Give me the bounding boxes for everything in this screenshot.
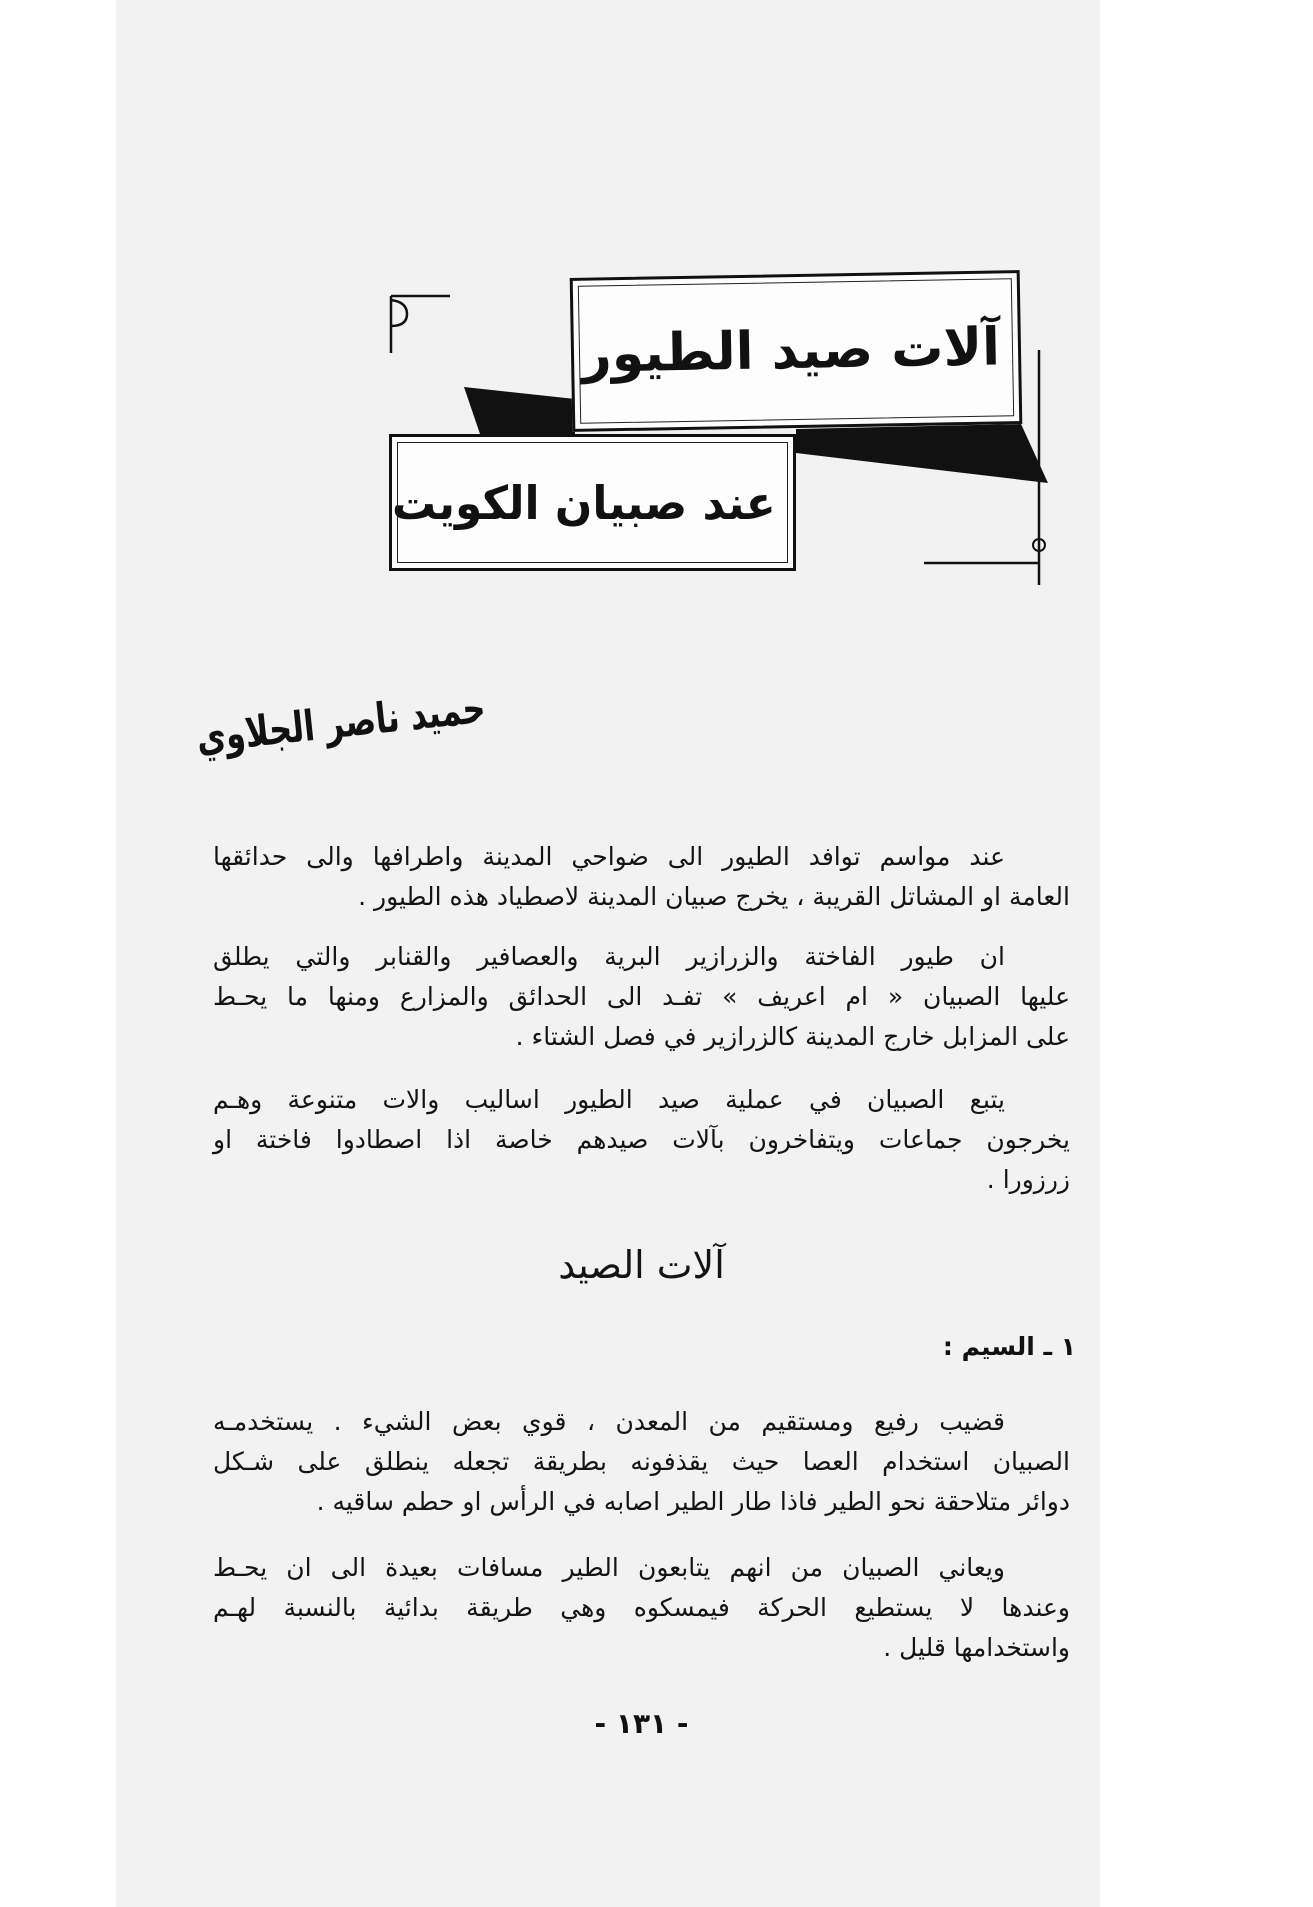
article-subtitle: عند صبيان الكويت xyxy=(391,475,776,530)
intro-paragraph xyxy=(213,1080,1070,1200)
paragraph-line: ويعاني الصبيان من انهم يتابعون الطير مسافات بعيدة الى ان يحـط xyxy=(213,1553,1005,1582)
title-box-sub xyxy=(389,434,796,571)
title-box-main xyxy=(570,270,1023,432)
author-name: حميد ناصر الجلاوي xyxy=(194,682,488,763)
paragraph-line: العامة او المشاتل القريبة ، يخرج صبيان المدينة لاصطياد هذه الطيور . xyxy=(358,882,1070,911)
article-title: آلات صيد الطيور xyxy=(581,317,1001,385)
paragraph-line: الصبيان استخدام العصا حيث يقذفونه بطريقة تجعله ينطلق على شـكل xyxy=(213,1447,1070,1476)
black-wedge-right xyxy=(796,424,1048,483)
paragraph-line: يتبع الصبيان في عملية صيد الطيور اساليب والات متنوعة وهـم xyxy=(213,1085,1005,1114)
paragraph-line: واستخدامها قليل . xyxy=(883,1633,1070,1662)
black-wedge-left xyxy=(464,387,575,434)
paragraph-line: قضيب رفيع ومستقيم من المعدن ، قوي بعض الشيء . يستخدمـه xyxy=(213,1407,1005,1436)
paragraph-line: ان طيور الفاختة والزرازير البرية والعصافير والقنابر والتي يطلق xyxy=(213,942,1005,971)
page-number: - ١٣١ - xyxy=(594,1707,689,1740)
item-paragraph xyxy=(213,1548,1070,1668)
paragraph-line: عند مواسم توافد الطيور الى ضواحي المدينة واطرافها والى حدائقها xyxy=(213,842,1005,871)
intro-paragraph xyxy=(213,937,1070,1057)
paragraph-line: يخرجون جماعات ويتفاخرون بآلات صيدهم خاصة اذا اصطادوا فاختة او xyxy=(213,1125,1070,1154)
item-paragraph xyxy=(213,1402,1070,1522)
paragraph-line: زرزورا . xyxy=(986,1165,1070,1194)
section-heading: آلات الصيد xyxy=(558,1243,725,1287)
ornament-hook xyxy=(391,296,450,353)
paragraph-line: عليها الصبيان « ام اعريف » تفـد الى الحدائق والمزارع ومنها ما يحـط xyxy=(213,982,1070,1011)
item-heading: ١ ـ السيم : xyxy=(942,1332,1076,1361)
paragraph-line: دوائر متلاحقة نحو الطير فاذا طار الطير اصابه في الرأس او حطم ساقيه . xyxy=(316,1487,1070,1516)
intro-paragraph xyxy=(213,837,1070,917)
paragraph-line: على المزابل خارج المدينة كالزرازير في فصل الشتاء . xyxy=(515,1022,1070,1051)
paragraph-line: وعندها لا يستطيع الحركة فيمسكوه وهي طريقة بدائية بالنسبة لهـم xyxy=(213,1593,1070,1622)
